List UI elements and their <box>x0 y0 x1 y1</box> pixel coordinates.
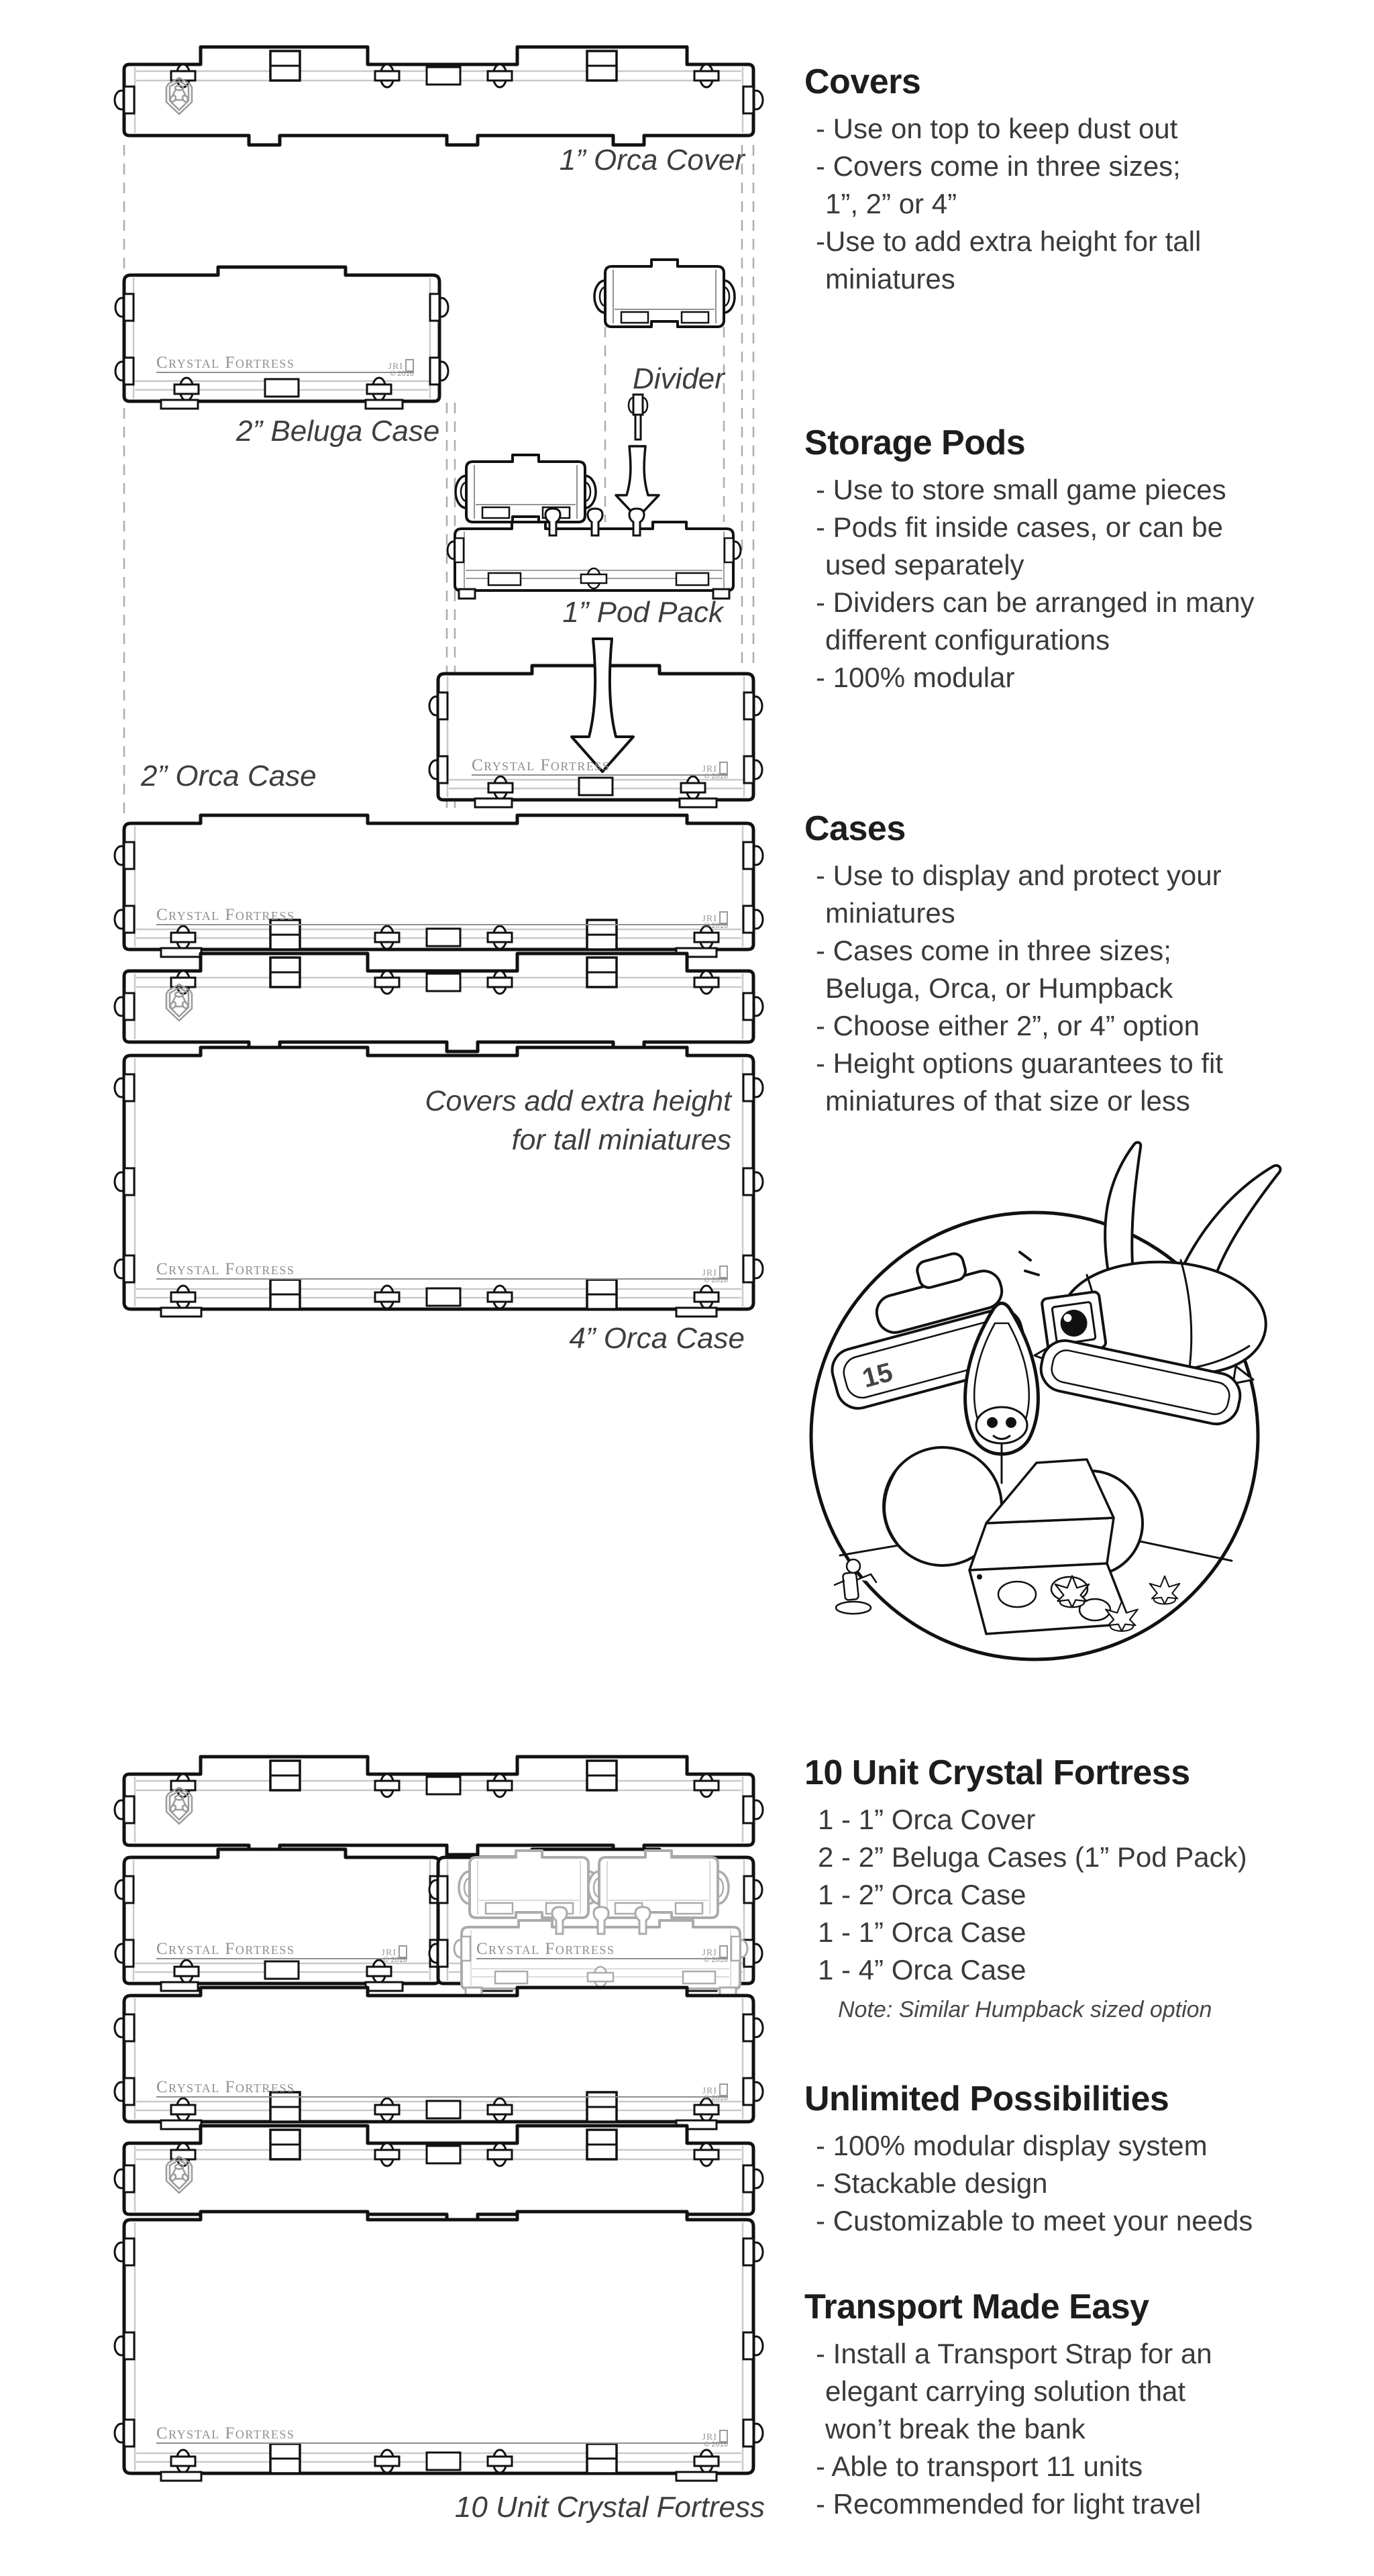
brand-wordmark: Crystal Fortress <box>156 2078 295 2096</box>
bullet-line: used separately <box>825 549 1024 580</box>
bullet-line: - 100% modular <box>816 662 1015 693</box>
bullet-line: Beluga, Orca, or Humpback <box>825 972 1173 1004</box>
bullet-line: 1”, 2” or 4” <box>825 188 957 219</box>
brand-wordmark: Crystal Fortress <box>156 2424 295 2442</box>
brand-wordmark: Crystal Fortress <box>472 756 611 774</box>
covers-note-line-1: Covers add extra height <box>425 1085 731 1117</box>
section-ten-unit <box>804 1753 1355 2025</box>
kit-note: Note: Similar Humpback sized option <box>838 1997 1212 2022</box>
label-beluga-case-2: 2” Beluga Case <box>236 415 440 448</box>
copyright-year: © 2016 <box>383 1956 407 1964</box>
section-heading: Unlimited Possibilities <box>804 2079 1169 2118</box>
label-covers-note <box>425 1082 731 1160</box>
crystal-fortress-logo <box>156 1938 407 1964</box>
copyright-year: © 2016 <box>704 1956 728 1964</box>
bullet-line: - Covers come in three sizes; <box>816 150 1181 182</box>
bullet-line: -Use to add extra height for tall <box>816 225 1202 257</box>
bullet-line: - Cases come in three sizes; <box>816 935 1171 966</box>
section-heading: Cases <box>804 809 906 848</box>
stack-orca-case-2-drawing <box>115 815 763 957</box>
bullet-line: - Able to transport 11 units <box>816 2451 1143 2482</box>
covers-note-line-2: for tall miniatures <box>511 1124 731 1156</box>
section-heading: Storage Pods <box>804 423 1026 462</box>
bullet-line: - Customizable to meet your needs <box>816 2205 1253 2236</box>
bullet-line: miniatures <box>825 263 955 295</box>
crystal-fortress-logo <box>476 1938 728 1964</box>
copyright-year: © 2016 <box>704 772 728 780</box>
bullet-line: - Choose either 2”, or 4” option <box>816 1010 1200 1041</box>
bullet-line: - Height options guarantees to fit <box>816 1047 1224 1079</box>
label-orca-case-2: 2” Orca Case <box>141 760 317 792</box>
stack-orca-cover-1-drawing <box>115 954 763 1051</box>
bullet-line: miniatures of that size or less <box>825 1085 1190 1117</box>
bullet-line: elegant carrying solution that <box>825 2375 1185 2407</box>
section-heading: Transport Made Easy <box>804 2287 1149 2326</box>
label-ten-unit: 10 Unit Crystal Fortress <box>454 2491 765 2524</box>
maker-mark: JRI <box>702 1268 717 1278</box>
brand-wordmark: Crystal Fortress <box>156 354 295 372</box>
ten-unit-orca-case-1-drawing <box>115 2126 763 2224</box>
copyright-year: © 2016 <box>704 2094 728 2102</box>
bullet-line: - Install a Transport Strap for an <box>816 2338 1212 2369</box>
brand-wordmark: Crystal Fortress <box>476 1940 615 1958</box>
divider-side-drawing <box>629 395 647 440</box>
kit-item: 2 - 2” Beluga Cases (1” Pod Pack) <box>818 1841 1247 1873</box>
beluga-case-2-drawing <box>115 267 448 409</box>
crystal-fortress-logo <box>156 2076 728 2102</box>
section-transport <box>804 2287 1355 2523</box>
maker-mark: JRI <box>702 1948 717 1958</box>
bullet-line: - Recommended for light travel <box>816 2488 1202 2520</box>
section-cases <box>804 809 1355 1120</box>
bullet-line: - Stackable design <box>816 2167 1048 2199</box>
maker-mark: JRI <box>702 2432 717 2442</box>
bullet-line: - Use to store small game pieces <box>816 474 1226 505</box>
brand-wordmark: Crystal Fortress <box>156 1260 295 1278</box>
crystal-fortress-logo <box>156 904 728 930</box>
label-pod-pack-1: 1” Pod Pack <box>562 596 723 629</box>
divider-insert-arrow <box>616 446 659 518</box>
mascot-illustration <box>811 1143 1280 1659</box>
section-heading: Covers <box>804 62 921 101</box>
section-covers <box>804 62 1355 298</box>
section-storage-pods <box>804 423 1355 697</box>
crystal-fortress-logo <box>472 754 728 780</box>
bullet-line: different configurations <box>825 624 1110 656</box>
copyright-year: © 2016 <box>704 2440 728 2449</box>
maker-mark: JRI <box>702 764 717 774</box>
bullet-line: - 100% modular display system <box>816 2130 1208 2161</box>
case-number-badge: 15 <box>859 1357 896 1394</box>
kit-item: 1 - 1” Orca Case <box>818 1916 1026 1948</box>
bullet-line: - Use on top to keep dust out <box>816 113 1178 144</box>
crystal-fortress-logo <box>156 352 414 378</box>
bullet-line: - Pods fit inside cases, or can be <box>816 511 1223 543</box>
label-orca-case-4: 4” Orca Case <box>569 1322 745 1355</box>
label-orca-cover-1: 1” Orca Cover <box>559 144 745 176</box>
brand-wordmark: Crystal Fortress <box>156 1940 295 1958</box>
kit-item: 1 - 4” Orca Case <box>818 1954 1026 1986</box>
kit-item: 1 - 1” Orca Cover <box>818 1804 1036 1835</box>
bullet-line: - Use to display and protect your <box>816 860 1222 891</box>
copyright-year: © 2016 <box>704 1276 728 1284</box>
ten-unit-orca-case-2-drawing <box>115 1988 763 2129</box>
crystal-fortress-logo <box>156 2422 728 2449</box>
section-unlimited <box>804 2079 1355 2240</box>
kit-item: 1 - 2” Orca Case <box>818 1879 1026 1910</box>
ten-unit-cover-drawing <box>115 1757 763 1855</box>
maker-mark: JRI <box>388 362 403 372</box>
divider-front-drawing <box>594 260 735 327</box>
orca-cover-1-drawing <box>115 47 763 145</box>
label-divider: Divider <box>633 362 725 395</box>
ten-unit-beluga-left-drawing <box>115 1849 448 1991</box>
brand-wordmark: Crystal Fortress <box>156 906 295 924</box>
bullet-line: - Dividers can be arranged in many <box>816 586 1255 618</box>
bullet-line: won’t break the bank <box>825 2413 1086 2444</box>
copyright-year: © 2016 <box>704 922 728 930</box>
maker-mark: JRI <box>702 914 717 924</box>
maker-mark: JRI <box>381 1948 397 1958</box>
section-heading: 10 Unit Crystal Fortress <box>804 1753 1190 1792</box>
copyright-year: © 2016 <box>390 370 414 378</box>
crystal-fortress-logo <box>156 1258 728 1284</box>
bullet-line: miniatures <box>825 897 955 929</box>
storage-pod-drawing <box>456 455 596 522</box>
maker-mark: JRI <box>702 2086 717 2096</box>
